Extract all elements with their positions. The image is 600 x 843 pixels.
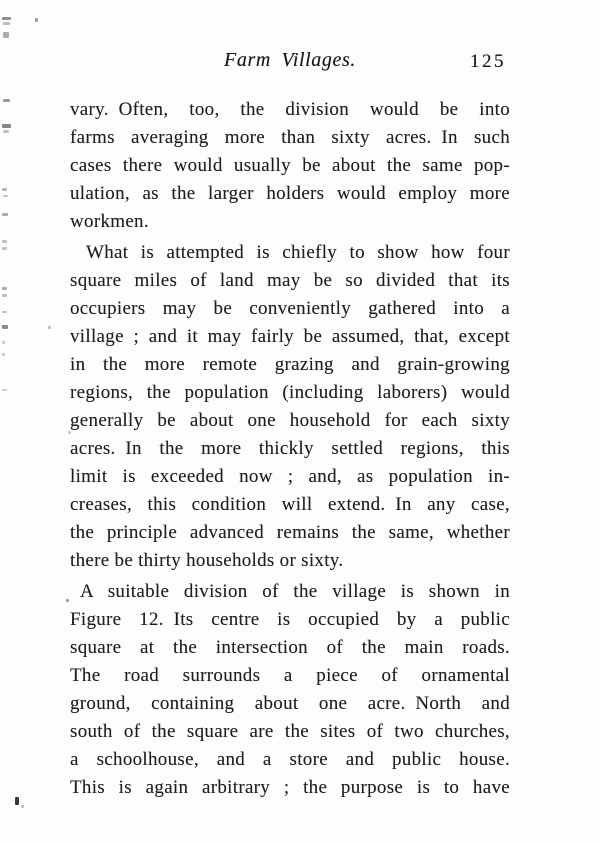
scan-artifact	[15, 797, 19, 805]
text-line: farms averaging more than sixty acres. In such	[70, 127, 510, 148]
scan-artifact	[68, 431, 71, 434]
text-line: ulation, as the larger holders would employ more	[70, 183, 510, 204]
text-line: generally be about one household for each sixty	[70, 410, 510, 431]
scan-artifact	[2, 247, 7, 250]
paragraph	[70, 239, 510, 575]
text-line: acres. In the more thickly settled regions, this	[70, 438, 510, 459]
scan-artifact	[2, 389, 7, 391]
scan-artifact	[2, 294, 7, 297]
scan-artifact	[35, 18, 38, 22]
scan-artifact	[2, 213, 8, 216]
text-line: vary. Often, too, the division would be into	[70, 99, 510, 120]
text-line: The road surrounds a piece of ornamental	[70, 665, 510, 686]
text-line: a schoolhouse, and a store and public house.	[70, 749, 510, 770]
scan-artifact	[66, 599, 69, 602]
scan-artifact	[2, 353, 5, 356]
text-line: creases, this condition will extend. In any case,	[70, 494, 510, 515]
scan-artifact	[3, 32, 9, 38]
scan-artifact	[2, 17, 11, 20]
page-body	[70, 96, 510, 802]
text-line: in the more remote grazing and grain-growing	[70, 354, 510, 375]
page-number: 125	[470, 51, 506, 72]
page-header	[70, 49, 510, 75]
text-line: the principle advanced remains the same, whether	[70, 522, 510, 543]
running-title: Farm Villages.	[224, 49, 356, 71]
scan-artifact	[3, 22, 10, 25]
paragraph	[70, 578, 510, 802]
text-line: Figure 12. Its centre is occupied by a public	[70, 609, 510, 630]
paragraph	[70, 96, 510, 236]
scan-artifact	[3, 99, 10, 102]
scan-artifact	[2, 311, 7, 313]
text-line: occupiers may be conveniently gathered into a	[70, 298, 510, 319]
scan-artifact	[2, 188, 7, 191]
text-line: square at the intersection of the main roads.	[70, 637, 510, 658]
scan-artifact	[2, 240, 7, 243]
scan-artifact	[3, 130, 9, 133]
text-line: regions, the population (including laborers) would	[70, 382, 510, 403]
scan-artifact	[3, 195, 8, 197]
scan-artifact	[2, 325, 8, 329]
scan-artifact	[48, 326, 51, 329]
text-line: there be thirty households or sixty.	[70, 550, 344, 571]
text-line: square miles of land may be so divided that its	[70, 270, 510, 291]
text-line: A suitable division of the village is shown in	[80, 581, 510, 602]
text-line: cases there would usually be about the same pop-	[70, 155, 510, 176]
scan-artifact	[2, 287, 7, 290]
text-line: limit is exceeded now ; and, as population in-	[70, 466, 510, 487]
text-line: south of the square are the sites of two churches,	[70, 721, 510, 742]
text-line: This is again arbitrary ; the purpose is to have	[70, 777, 510, 798]
text-line: What is attempted is chiefly to show how four	[86, 242, 510, 263]
scan-artifact	[2, 124, 11, 128]
scan-artifact	[2, 341, 5, 344]
text-line: ground, containing about one acre. North and	[70, 693, 510, 714]
scan-artifact	[21, 805, 24, 808]
text-line: workmen.	[70, 211, 149, 232]
text-line: village ; and it may fairly be assumed, that, except	[70, 326, 510, 347]
